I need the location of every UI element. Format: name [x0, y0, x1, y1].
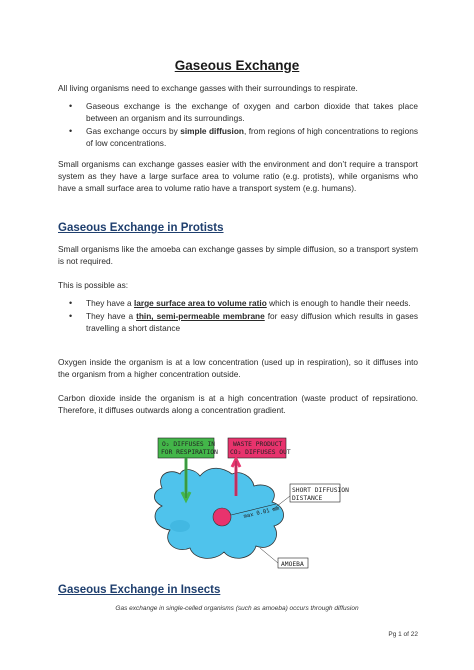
amoeba-label: AMOEBA	[281, 561, 304, 568]
oxygen-paragraph: Oxygen inside the organism is at a low concentration (used up in respiration), so it diffuses into the organism from a higher concentration outside.	[58, 357, 418, 379]
section-heading-protists: Gaseous Exchange in Protists	[58, 222, 224, 234]
carbon-dioxide-paragraph: Carbon dioxide inside the organism is at a high concentration (waste product of repsirationo. Therefore, it diffuses outwards along a concentration gradient.	[58, 393, 418, 415]
list-item: • They have a large surface area to volume ratio which is enough to handle their needs.	[69, 298, 411, 308]
protists-bullet-list	[58, 297, 418, 335]
intro-paragraph: All living organisms need to exchange gasses with their surroundings to respirate.	[58, 83, 358, 93]
underlined-term: large surface area to volume ratio	[133, 298, 267, 308]
bullet-icon: •	[69, 101, 73, 111]
small-organisms-paragraph: Small organisms can exchange gasses easier with the environment and don’t require a transport system as they have a large surface area to volume ratio (e.g. protists), while organisms who have a small surface area to volume ratio have a transport system (e.g. humans).	[58, 159, 418, 193]
amoeba-pointer	[260, 548, 278, 563]
max-distance-label: max 0.01 mm	[243, 505, 280, 520]
o2-in-label-line2: FOR RESPIRATION	[161, 449, 218, 456]
bullet-icon: •	[69, 311, 73, 321]
bullet-icon: •	[69, 298, 73, 308]
co2-out-label-line2: CO₂ DIFFUSES OUT	[230, 449, 291, 456]
co2-out-label-line1: WASTE PRODUCT	[233, 441, 283, 448]
list-item: • Gas exchange occurs by simple diffusion, from regions of high concentrations to regions of low concentrations.	[69, 126, 418, 148]
underlined-term: thin, semi-permeable membrane	[136, 311, 265, 321]
intro-bullet-list	[58, 100, 418, 150]
bullet-icon: •	[69, 126, 73, 136]
section-heading-insects: Gaseous Exchange in Insects	[58, 584, 221, 596]
possible-as-paragraph: This is possible as:	[58, 280, 129, 290]
protists-paragraph: Small organisms like the amoeba can exchange gasses by simple diffusion, so a transport system is not required.	[58, 244, 418, 266]
list-item: • Gaseous exchange is the exchange of oxygen and carbon dioxide that takes place between an organism and its surroundings.	[69, 101, 418, 123]
o2-in-label-line1: O₂ DIFFUSES IN	[162, 441, 216, 448]
page-number: Pg 1 of 22	[388, 631, 418, 638]
short-distance-label-line2: DISTANCE	[292, 495, 323, 502]
bold-term: simple diffusion	[180, 126, 244, 136]
amoeba-diagram	[140, 430, 349, 585]
list-item: • They have a thin, semi-permeable membrane for easy diffusion which results in gases travelling a short distance	[69, 311, 419, 333]
short-distance-label-line1: SHORT DIFFUSION	[292, 487, 349, 494]
figure-caption: Gas exchange in single-celled organisms (such as amoeba) occurs through diffusion	[115, 605, 359, 612]
nucleus	[213, 508, 231, 526]
amoeba-shadow-lobe	[170, 520, 190, 532]
page-title: Gaseous Exchange	[174, 58, 300, 73]
